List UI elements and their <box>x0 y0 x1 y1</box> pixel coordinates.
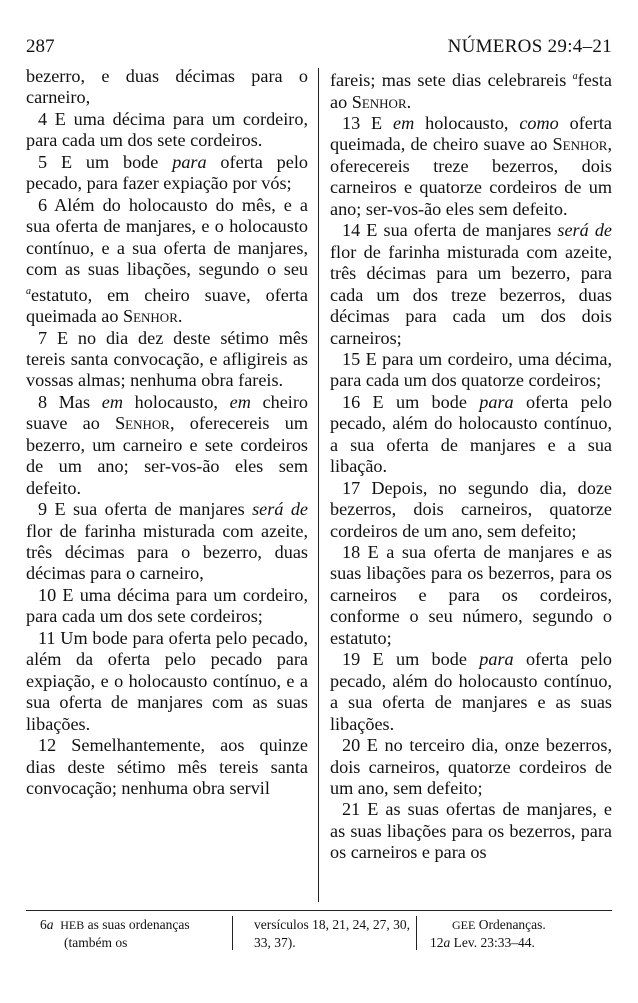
footnote-6a: 6a HEB as suas ordenanças (também os <box>40 917 190 950</box>
verse-4: 4 E uma décima para um cordeiro, para cada um dos sete cordeiros. <box>26 108 308 151</box>
text-columns <box>26 66 612 904</box>
footnote-12a: GEE Ordenanças. 12a Lev. 23:33–44. <box>430 917 546 950</box>
verse-10: 10 E uma décima para um cordeiro, para cada um dos sete cordeiros; <box>26 584 308 627</box>
verse-9: 9 E sua oferta de manjares será de flor de farinha misturada com azeite, três décimas para o bezerro, duas décimas para o carneiro, <box>26 499 308 584</box>
verse-18: 18 E a sua oferta de manjares e as suas libações para os bezerros, para os carneiros e para os cordeiros, conforme o seu número, segundo o estatuto; <box>330 542 612 648</box>
verse-21: 21 E as suas ofertas de manjares, e as suas libações para os bezerros, para os carneiros e para os <box>330 799 612 863</box>
verse-continuation: fareis; mas sete dias celebrareis $^a$festa ao Senhor. <box>330 70 612 112</box>
column-divider <box>318 68 319 902</box>
footnote-marker[interactable]: a <box>572 71 578 82</box>
page-number: 287 <box>26 36 55 57</box>
verse-12: 12 Semelhantemente, aos quinze dias deste sétimo mês tereis santa convocação; nenhuma obra servil <box>26 735 308 799</box>
verse-15: 15 E para um cordeiro, uma décima, para cada um dos quatorze cordeiros; <box>330 348 612 391</box>
verse-continuation: bezerro, e duas décimas para o carneiro, <box>26 66 308 108</box>
verse-7: 7 E no dia dez deste sétimo mês tereis santa convocação, e afligireis as vossas almas; nenhuma obra fareis. <box>26 327 308 391</box>
verse-8: 8 Mas em holocausto, em cheiro suave ao Senhor, oferecereis um bezerro, um carneiro e sete cordeiros de um ano; ser-vos-ão eles sem defeito. <box>26 391 308 498</box>
verse-16: 16 E um bode para oferta pelo pecado, além do holocausto contínuo, a sua oferta de manjares e a sua libação. <box>330 391 612 477</box>
running-title: NÚMEROS 29:4–21 <box>447 36 612 57</box>
left-column <box>26 66 308 799</box>
verse-5: 5 E um bode para oferta pelo pecado, para fazer expiação por vós; <box>26 151 308 194</box>
footnote-marker[interactable]: a <box>26 285 31 297</box>
verse-19: 19 E um bode para oferta pelo pecado, além do holocausto contínuo, a sua oferta de manjares e as suas libações. <box>330 649 612 734</box>
page-header <box>26 36 612 62</box>
footnote-rule <box>26 910 612 911</box>
verse-14: 14 E sua oferta de manjares será de flor de farinha misturada com azeite, três décimas para um bezerro, para cada um dos treze bezerros, duas décimas para cada um dos dois carneiros; <box>330 220 612 348</box>
footnote-divider <box>232 916 233 950</box>
footnote-6a-continued: versículos 18, 21, 24, 27, 30, 33, 37). <box>254 917 410 950</box>
right-column <box>330 66 612 864</box>
footnote-divider <box>416 916 417 950</box>
verse-6: 6 Além do holocausto do mês, e a sua oferta de manjares, e o holocausto contínuo, e a sua oferta de manjares, com as suas libações, segundo o seu $^a$estatuto, em cheiro suave, oferta queimada ao Senhor. <box>26 194 308 327</box>
verse-13: 13 E em holocausto, como oferta queimada, de cheiro suave ao Senhor, oferecereis treze bezerros, dois carneiros e quatorze cordeiros de um ano; ser-vos-ão eles sem defeito. <box>330 112 612 219</box>
verse-11: 11 Um bode para oferta pelo pecado, além da oferta pelo pecado para expiação, e o holocausto contínuo, e a sua oferta de manjares com as suas libações. <box>26 627 308 734</box>
verse-17: 17 Depois, no segundo dia, doze bezerros, dois carneiros, quatorze cordeiros de um ano, sem defeito; <box>330 477 612 541</box>
verse-20: 20 E no terceiro dia, onze bezerros, dois carneiros, quatorze cordeiros de um ano, sem defeito; <box>330 735 612 799</box>
